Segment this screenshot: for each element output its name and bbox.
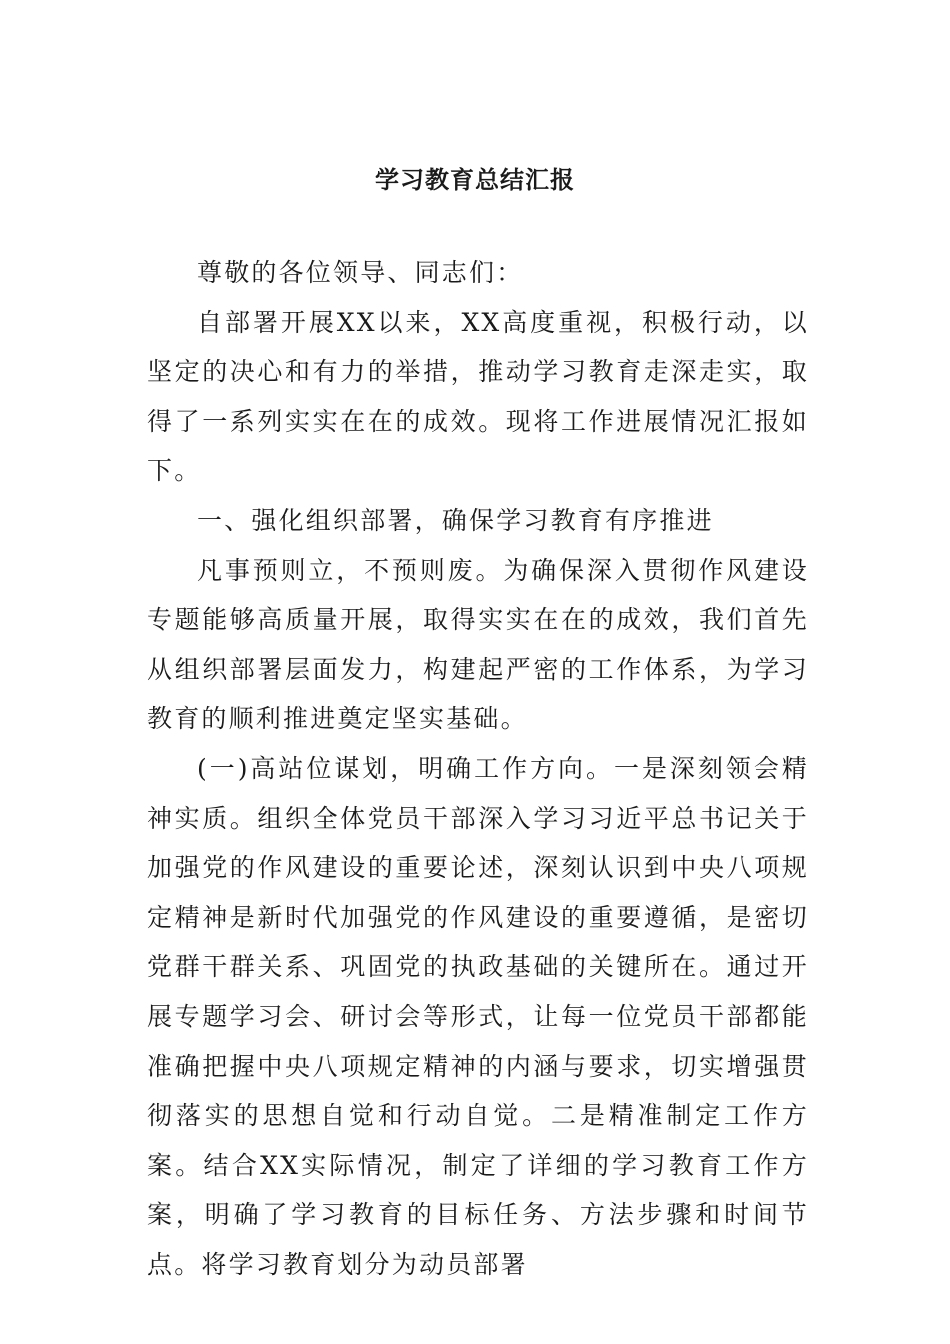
section-heading: 一、强化组织部署，确保学习教育有序推进	[197, 505, 714, 535]
document-body	[147, 248, 809, 1289]
intro-paragraph: 自部署开展XX以来，XX高度重视，积极行动，以坚定的决心和有力的举措，推动学习教育走深走实，取得了一系列实实在在的成效。现将工作进展情况汇报如下。	[147, 307, 809, 486]
document-title: 学习教育总结汇报	[375, 165, 575, 194]
salutation-paragraph: 尊敬的各位领导、同志们：	[197, 258, 524, 287]
section-intro-paragraph: 凡事预则立，不预则废。为确保深入贯彻作风建设专题能够高质量开展，取得实实在在的成效，我们首先从组织部署层面发力，构建起严密的工作体系，为学习教育的顺利推进奠定坚实基础。	[147, 555, 809, 734]
subsection-paragraph: (一)高站位谋划，明确工作方向。一是深刻领会精神实质。组织全体党员干部深入学习习近平总书记关于加强党的作风建设的重要论述，深刻认识到中央八项规定精神是新时代加强党的作风建设的重要遵循，是密切党群干群关系、巩固党的执政基础的关键所在。通过开展专题学习会、研讨会等形式，让每一位党员干部都能准确把握中央八项规定精神的内涵与要求，切实增强贯彻落实的思想自觉和行动自觉。二是精准制定工作方案。结合XX实际情况，制定了详细的学习教育工作方案，明确了学习教育的目标任务、方法步骤和时间节点。将学习教育划分为动员部署	[147, 753, 809, 1279]
